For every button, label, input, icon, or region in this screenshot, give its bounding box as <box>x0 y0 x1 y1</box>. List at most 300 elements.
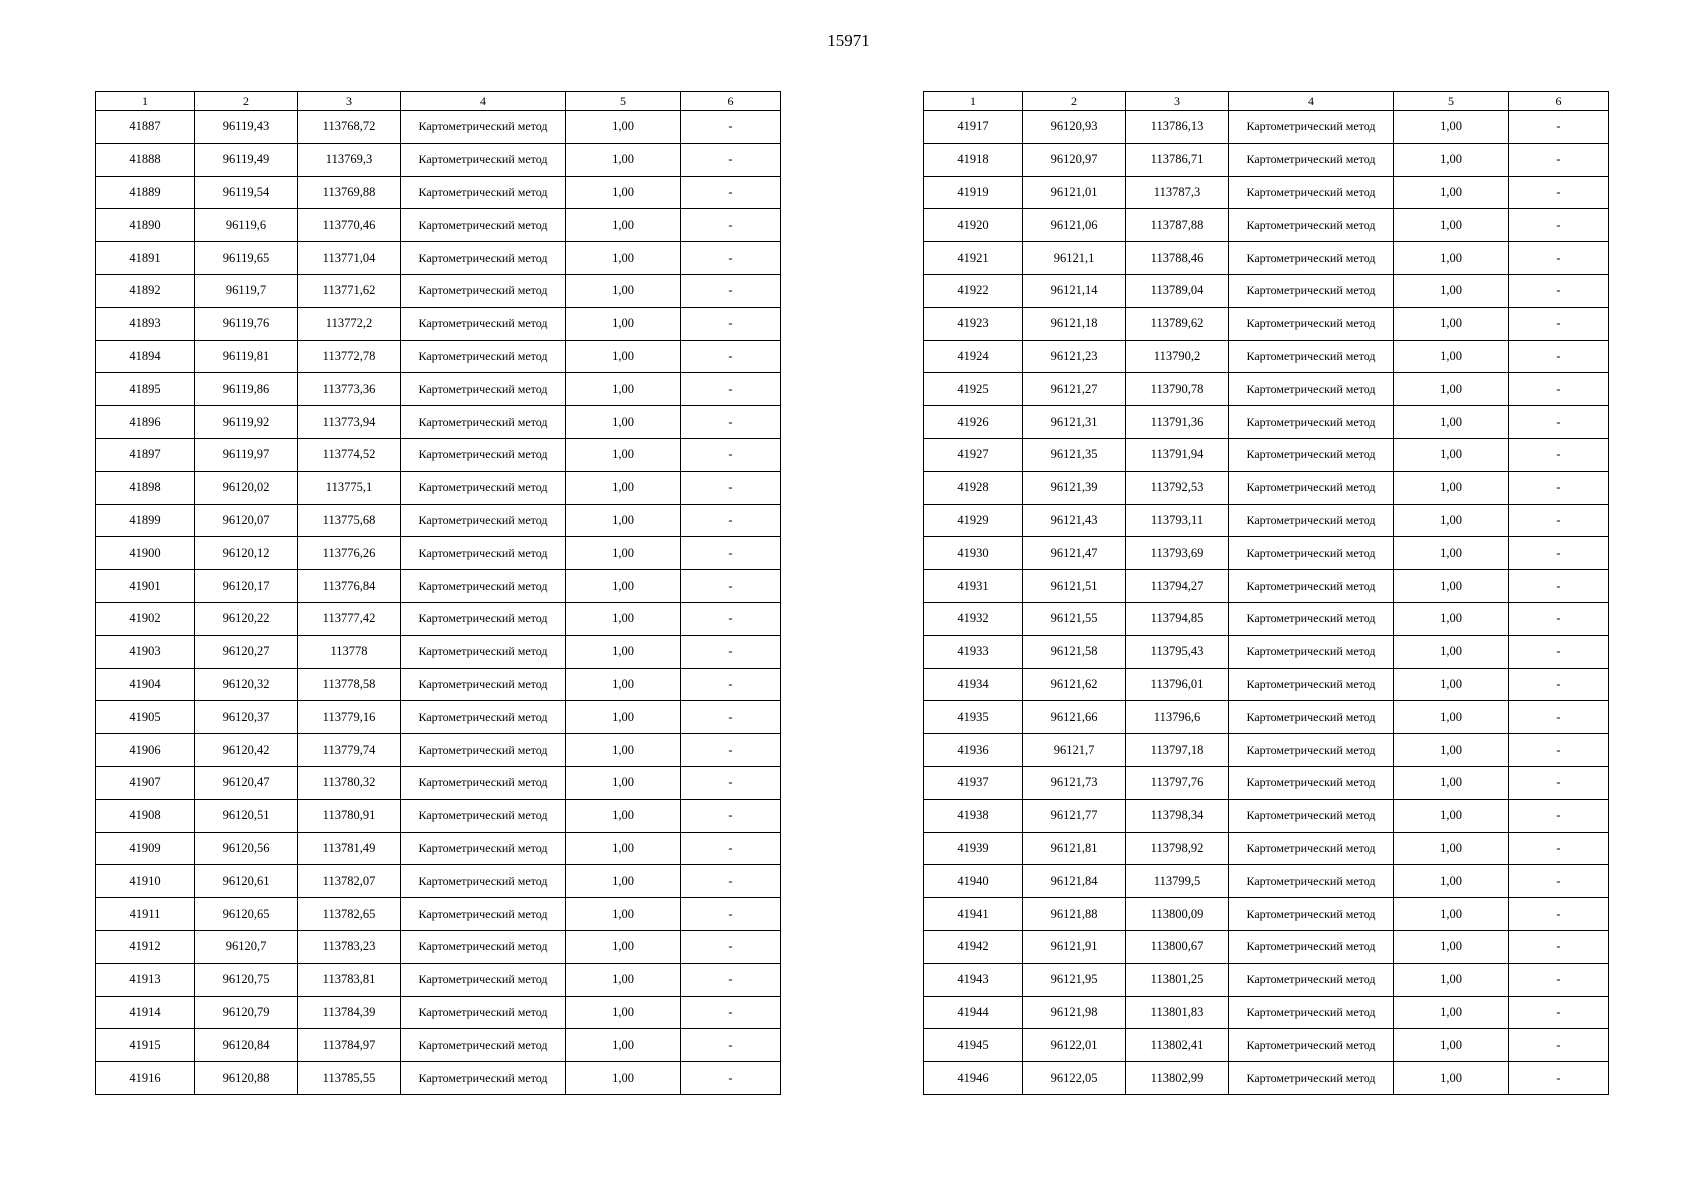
method-cell: Картометрический метод <box>401 340 566 373</box>
method-cell: Картометрический метод <box>401 209 566 242</box>
x-coordinate-cell: 96120,93 <box>1023 111 1126 144</box>
note-cell: - <box>681 602 781 635</box>
accuracy-cell: 1,00 <box>566 438 681 471</box>
table-row <box>924 635 1609 668</box>
x-coordinate-cell: 96120,42 <box>195 734 298 767</box>
table-row <box>96 865 781 898</box>
method-cell: Картометрический метод <box>1229 898 1394 931</box>
y-coordinate-cell: 113784,97 <box>298 1029 401 1062</box>
point-number-cell: 41946 <box>924 1062 1023 1095</box>
table-row <box>96 963 781 996</box>
x-coordinate-cell: 96120,88 <box>195 1062 298 1095</box>
note-cell: - <box>1509 340 1609 373</box>
table-row <box>924 307 1609 340</box>
accuracy-cell: 1,00 <box>566 996 681 1029</box>
method-cell: Картометрический метод <box>401 865 566 898</box>
y-coordinate-cell: 113788,46 <box>1126 242 1229 275</box>
y-coordinate-cell: 113789,62 <box>1126 307 1229 340</box>
point-number-cell: 41897 <box>96 438 195 471</box>
point-number-cell: 41924 <box>924 340 1023 373</box>
accuracy-cell: 1,00 <box>566 766 681 799</box>
x-coordinate-cell: 96120,22 <box>195 602 298 635</box>
method-cell: Картометрический метод <box>1229 799 1394 832</box>
note-cell: - <box>1509 406 1609 439</box>
point-number-cell: 41893 <box>96 307 195 340</box>
method-cell: Картометрический метод <box>1229 766 1394 799</box>
x-coordinate-cell: 96120,97 <box>1023 143 1126 176</box>
accuracy-cell: 1,00 <box>1394 898 1509 931</box>
table-row <box>924 373 1609 406</box>
y-coordinate-cell: 113782,65 <box>298 898 401 931</box>
accuracy-cell: 1,00 <box>566 340 681 373</box>
table-row <box>96 307 781 340</box>
point-number-cell: 41919 <box>924 176 1023 209</box>
table-row <box>96 766 781 799</box>
method-cell: Картометрический метод <box>401 373 566 406</box>
note-cell: - <box>1509 274 1609 307</box>
method-cell: Картометрический метод <box>401 471 566 504</box>
x-coordinate-cell: 96121,73 <box>1023 766 1126 799</box>
y-coordinate-cell: 113780,91 <box>298 799 401 832</box>
coordinates-table-left <box>95 91 781 1095</box>
y-coordinate-cell: 113771,62 <box>298 274 401 307</box>
y-coordinate-cell: 113776,84 <box>298 570 401 603</box>
table-row <box>924 143 1609 176</box>
y-coordinate-cell: 113779,16 <box>298 701 401 734</box>
table-row <box>96 406 781 439</box>
table-row <box>96 635 781 668</box>
point-number-cell: 41898 <box>96 471 195 504</box>
note-cell: - <box>1509 766 1609 799</box>
table-row <box>96 832 781 865</box>
x-coordinate-cell: 96120,02 <box>195 471 298 504</box>
method-cell: Картометрический метод <box>401 406 566 439</box>
table-body <box>924 111 1609 1095</box>
note-cell: - <box>681 766 781 799</box>
point-number-cell: 41944 <box>924 996 1023 1029</box>
accuracy-cell: 1,00 <box>1394 570 1509 603</box>
point-number-cell: 41896 <box>96 406 195 439</box>
table-row <box>924 504 1609 537</box>
table-row <box>924 209 1609 242</box>
point-number-cell: 41903 <box>96 635 195 668</box>
note-cell: - <box>1509 602 1609 635</box>
table-row <box>924 176 1609 209</box>
accuracy-cell: 1,00 <box>1394 504 1509 537</box>
y-coordinate-cell: 113786,71 <box>1126 143 1229 176</box>
accuracy-cell: 1,00 <box>1394 865 1509 898</box>
note-cell: - <box>1509 668 1609 701</box>
note-cell: - <box>681 143 781 176</box>
note-cell: - <box>681 307 781 340</box>
point-number-cell: 41905 <box>96 701 195 734</box>
x-coordinate-cell: 96121,27 <box>1023 373 1126 406</box>
accuracy-cell: 1,00 <box>566 1029 681 1062</box>
accuracy-cell: 1,00 <box>566 832 681 865</box>
table-row <box>96 996 781 1029</box>
y-coordinate-cell: 113795,43 <box>1126 635 1229 668</box>
note-cell: - <box>1509 307 1609 340</box>
point-number-cell: 41943 <box>924 963 1023 996</box>
column-header: 5 <box>566 92 681 111</box>
x-coordinate-cell: 96120,79 <box>195 996 298 1029</box>
note-cell: - <box>1509 570 1609 603</box>
method-cell: Картометрический метод <box>1229 242 1394 275</box>
y-coordinate-cell: 113793,69 <box>1126 537 1229 570</box>
column-header: 1 <box>96 92 195 111</box>
x-coordinate-cell: 96121,88 <box>1023 898 1126 931</box>
method-cell: Картометрический метод <box>1229 209 1394 242</box>
accuracy-cell: 1,00 <box>566 537 681 570</box>
y-coordinate-cell: 113784,39 <box>298 996 401 1029</box>
method-cell: Картометрический метод <box>401 963 566 996</box>
column-header: 6 <box>1509 92 1609 111</box>
accuracy-cell: 1,00 <box>566 176 681 209</box>
table-row <box>924 602 1609 635</box>
method-cell: Картометрический метод <box>401 602 566 635</box>
table-row <box>924 1062 1609 1095</box>
accuracy-cell: 1,00 <box>1394 1029 1509 1062</box>
x-coordinate-cell: 96119,97 <box>195 438 298 471</box>
accuracy-cell: 1,00 <box>566 111 681 144</box>
point-number-cell: 41939 <box>924 832 1023 865</box>
note-cell: - <box>681 438 781 471</box>
method-cell: Картометрический метод <box>401 635 566 668</box>
table-header-row <box>924 92 1609 111</box>
accuracy-cell: 1,00 <box>1394 307 1509 340</box>
y-coordinate-cell: 113787,3 <box>1126 176 1229 209</box>
point-number-cell: 41916 <box>96 1062 195 1095</box>
point-number-cell: 41920 <box>924 209 1023 242</box>
accuracy-cell: 1,00 <box>1394 635 1509 668</box>
point-number-cell: 41945 <box>924 1029 1023 1062</box>
point-number-cell: 41932 <box>924 602 1023 635</box>
accuracy-cell: 1,00 <box>566 471 681 504</box>
x-coordinate-cell: 96121,23 <box>1023 340 1126 373</box>
y-coordinate-cell: 113773,94 <box>298 406 401 439</box>
point-number-cell: 41913 <box>96 963 195 996</box>
x-coordinate-cell: 96121,62 <box>1023 668 1126 701</box>
y-coordinate-cell: 113770,46 <box>298 209 401 242</box>
x-coordinate-cell: 96121,58 <box>1023 635 1126 668</box>
point-number-cell: 41931 <box>924 570 1023 603</box>
accuracy-cell: 1,00 <box>1394 340 1509 373</box>
accuracy-cell: 1,00 <box>566 307 681 340</box>
method-cell: Картометрический метод <box>1229 1029 1394 1062</box>
note-cell: - <box>681 274 781 307</box>
accuracy-cell: 1,00 <box>1394 111 1509 144</box>
point-number-cell: 41910 <box>96 865 195 898</box>
table-row <box>924 930 1609 963</box>
accuracy-cell: 1,00 <box>566 274 681 307</box>
y-coordinate-cell: 113772,78 <box>298 340 401 373</box>
note-cell: - <box>1509 701 1609 734</box>
accuracy-cell: 1,00 <box>566 865 681 898</box>
note-cell: - <box>1509 373 1609 406</box>
y-coordinate-cell: 113791,94 <box>1126 438 1229 471</box>
x-coordinate-cell: 96119,43 <box>195 111 298 144</box>
point-number-cell: 41901 <box>96 570 195 603</box>
accuracy-cell: 1,00 <box>1394 373 1509 406</box>
method-cell: Картометрический метод <box>401 307 566 340</box>
point-number-cell: 41941 <box>924 898 1023 931</box>
accuracy-cell: 1,00 <box>1394 799 1509 832</box>
accuracy-cell: 1,00 <box>566 668 681 701</box>
y-coordinate-cell: 113800,67 <box>1126 930 1229 963</box>
method-cell: Картометрический метод <box>1229 307 1394 340</box>
method-cell: Картометрический метод <box>1229 635 1394 668</box>
accuracy-cell: 1,00 <box>1394 537 1509 570</box>
table-row <box>924 898 1609 931</box>
point-number-cell: 41927 <box>924 438 1023 471</box>
method-cell: Картометрический метод <box>401 274 566 307</box>
accuracy-cell: 1,00 <box>1394 766 1509 799</box>
point-number-cell: 41895 <box>96 373 195 406</box>
note-cell: - <box>681 898 781 931</box>
x-coordinate-cell: 96121,18 <box>1023 307 1126 340</box>
note-cell: - <box>681 996 781 1029</box>
y-coordinate-cell: 113769,88 <box>298 176 401 209</box>
accuracy-cell: 1,00 <box>1394 930 1509 963</box>
point-number-cell: 41930 <box>924 537 1023 570</box>
y-coordinate-cell: 113782,07 <box>298 865 401 898</box>
y-coordinate-cell: 113772,2 <box>298 307 401 340</box>
accuracy-cell: 1,00 <box>566 602 681 635</box>
x-coordinate-cell: 96121,1 <box>1023 242 1126 275</box>
note-cell: - <box>681 570 781 603</box>
y-coordinate-cell: 113776,26 <box>298 537 401 570</box>
table-row <box>96 471 781 504</box>
accuracy-cell: 1,00 <box>1394 1062 1509 1095</box>
y-coordinate-cell: 113791,36 <box>1126 406 1229 439</box>
accuracy-cell: 1,00 <box>1394 471 1509 504</box>
y-coordinate-cell: 113769,3 <box>298 143 401 176</box>
y-coordinate-cell: 113794,85 <box>1126 602 1229 635</box>
y-coordinate-cell: 113797,18 <box>1126 734 1229 767</box>
note-cell: - <box>681 865 781 898</box>
note-cell: - <box>1509 143 1609 176</box>
accuracy-cell: 1,00 <box>566 930 681 963</box>
method-cell: Картометрический метод <box>401 1062 566 1095</box>
method-cell: Картометрический метод <box>401 930 566 963</box>
note-cell: - <box>681 1029 781 1062</box>
table-row <box>924 701 1609 734</box>
table-row <box>96 274 781 307</box>
y-coordinate-cell: 113786,13 <box>1126 111 1229 144</box>
point-number-cell: 41892 <box>96 274 195 307</box>
method-cell: Картометрический метод <box>401 111 566 144</box>
y-coordinate-cell: 113793,11 <box>1126 504 1229 537</box>
accuracy-cell: 1,00 <box>566 963 681 996</box>
method-cell: Картометрический метод <box>1229 668 1394 701</box>
method-cell: Картометрический метод <box>1229 602 1394 635</box>
point-number-cell: 41912 <box>96 930 195 963</box>
table-row <box>96 176 781 209</box>
y-coordinate-cell: 113801,25 <box>1126 963 1229 996</box>
table-row <box>96 209 781 242</box>
x-coordinate-cell: 96119,81 <box>195 340 298 373</box>
y-coordinate-cell: 113790,2 <box>1126 340 1229 373</box>
method-cell: Картометрический метод <box>1229 406 1394 439</box>
table-row <box>924 865 1609 898</box>
point-number-cell: 41942 <box>924 930 1023 963</box>
point-number-cell: 41915 <box>96 1029 195 1062</box>
note-cell: - <box>1509 1062 1609 1095</box>
accuracy-cell: 1,00 <box>566 570 681 603</box>
column-header: 1 <box>924 92 1023 111</box>
table-row <box>96 340 781 373</box>
y-coordinate-cell: 113783,23 <box>298 930 401 963</box>
x-coordinate-cell: 96121,51 <box>1023 570 1126 603</box>
point-number-cell: 41902 <box>96 602 195 635</box>
note-cell: - <box>1509 471 1609 504</box>
point-number-cell: 41891 <box>96 242 195 275</box>
accuracy-cell: 1,00 <box>566 701 681 734</box>
accuracy-cell: 1,00 <box>566 1062 681 1095</box>
coordinates-table-right <box>923 91 1609 1095</box>
point-number-cell: 41889 <box>96 176 195 209</box>
y-coordinate-cell: 113796,6 <box>1126 701 1229 734</box>
point-number-cell: 41921 <box>924 242 1023 275</box>
method-cell: Картометрический метод <box>1229 143 1394 176</box>
method-cell: Картометрический метод <box>401 537 566 570</box>
note-cell: - <box>681 635 781 668</box>
method-cell: Картометрический метод <box>1229 471 1394 504</box>
note-cell: - <box>681 832 781 865</box>
x-coordinate-cell: 96120,27 <box>195 635 298 668</box>
y-coordinate-cell: 113778 <box>298 635 401 668</box>
method-cell: Картометрический метод <box>1229 865 1394 898</box>
table-row <box>96 504 781 537</box>
point-number-cell: 41926 <box>924 406 1023 439</box>
accuracy-cell: 1,00 <box>1394 832 1509 865</box>
x-coordinate-cell: 96119,7 <box>195 274 298 307</box>
note-cell: - <box>1509 111 1609 144</box>
note-cell: - <box>1509 176 1609 209</box>
note-cell: - <box>681 111 781 144</box>
note-cell: - <box>681 1062 781 1095</box>
point-number-cell: 41914 <box>96 996 195 1029</box>
x-coordinate-cell: 96119,54 <box>195 176 298 209</box>
note-cell: - <box>1509 1029 1609 1062</box>
table-row <box>924 471 1609 504</box>
point-number-cell: 41894 <box>96 340 195 373</box>
y-coordinate-cell: 113796,01 <box>1126 668 1229 701</box>
x-coordinate-cell: 96121,98 <box>1023 996 1126 1029</box>
y-coordinate-cell: 113773,36 <box>298 373 401 406</box>
method-cell: Картометрический метод <box>1229 504 1394 537</box>
point-number-cell: 41899 <box>96 504 195 537</box>
table-row <box>924 799 1609 832</box>
table-row <box>96 799 781 832</box>
method-cell: Картометрический метод <box>1229 373 1394 406</box>
method-cell: Картометрический метод <box>1229 111 1394 144</box>
y-coordinate-cell: 113797,76 <box>1126 766 1229 799</box>
point-number-cell: 41935 <box>924 701 1023 734</box>
accuracy-cell: 1,00 <box>1394 209 1509 242</box>
method-cell: Картометрический метод <box>401 799 566 832</box>
note-cell: - <box>1509 996 1609 1029</box>
accuracy-cell: 1,00 <box>566 635 681 668</box>
note-cell: - <box>681 176 781 209</box>
x-coordinate-cell: 96120,51 <box>195 799 298 832</box>
x-coordinate-cell: 96121,06 <box>1023 209 1126 242</box>
x-coordinate-cell: 96120,07 <box>195 504 298 537</box>
note-cell: - <box>681 799 781 832</box>
note-cell: - <box>681 504 781 537</box>
accuracy-cell: 1,00 <box>1394 406 1509 439</box>
table-row <box>924 734 1609 767</box>
y-coordinate-cell: 113800,09 <box>1126 898 1229 931</box>
method-cell: Картометрический метод <box>1229 734 1394 767</box>
point-number-cell: 41918 <box>924 143 1023 176</box>
table-row <box>96 898 781 931</box>
y-coordinate-cell: 113774,52 <box>298 438 401 471</box>
accuracy-cell: 1,00 <box>566 504 681 537</box>
x-coordinate-cell: 96119,92 <box>195 406 298 439</box>
y-coordinate-cell: 113785,55 <box>298 1062 401 1095</box>
column-header: 3 <box>298 92 401 111</box>
point-number-cell: 41929 <box>924 504 1023 537</box>
table-row <box>924 832 1609 865</box>
accuracy-cell: 1,00 <box>566 406 681 439</box>
x-coordinate-cell: 96121,47 <box>1023 537 1126 570</box>
method-cell: Картометрический метод <box>401 734 566 767</box>
y-coordinate-cell: 113778,58 <box>298 668 401 701</box>
accuracy-cell: 1,00 <box>1394 734 1509 767</box>
point-number-cell: 41934 <box>924 668 1023 701</box>
x-coordinate-cell: 96122,01 <box>1023 1029 1126 1062</box>
table-row <box>924 996 1609 1029</box>
method-cell: Картометрический метод <box>1229 701 1394 734</box>
x-coordinate-cell: 96121,01 <box>1023 176 1126 209</box>
note-cell: - <box>1509 963 1609 996</box>
y-coordinate-cell: 113771,04 <box>298 242 401 275</box>
x-coordinate-cell: 96121,7 <box>1023 734 1126 767</box>
method-cell: Картометрический метод <box>1229 438 1394 471</box>
x-coordinate-cell: 96121,31 <box>1023 406 1126 439</box>
x-coordinate-cell: 96120,17 <box>195 570 298 603</box>
table-row <box>924 438 1609 471</box>
y-coordinate-cell: 113792,53 <box>1126 471 1229 504</box>
accuracy-cell: 1,00 <box>566 143 681 176</box>
note-cell: - <box>681 471 781 504</box>
accuracy-cell: 1,00 <box>1394 438 1509 471</box>
note-cell: - <box>1509 930 1609 963</box>
column-header: 4 <box>401 92 566 111</box>
y-coordinate-cell: 113798,34 <box>1126 799 1229 832</box>
y-coordinate-cell: 113777,42 <box>298 602 401 635</box>
table-row <box>924 570 1609 603</box>
note-cell: - <box>681 963 781 996</box>
table-row <box>96 373 781 406</box>
point-number-cell: 41890 <box>96 209 195 242</box>
accuracy-cell: 1,00 <box>1394 176 1509 209</box>
method-cell: Картометрический метод <box>401 668 566 701</box>
point-number-cell: 41937 <box>924 766 1023 799</box>
accuracy-cell: 1,00 <box>566 242 681 275</box>
note-cell: - <box>1509 898 1609 931</box>
point-number-cell: 41922 <box>924 274 1023 307</box>
method-cell: Картометрический метод <box>1229 832 1394 865</box>
x-coordinate-cell: 96120,32 <box>195 668 298 701</box>
table-row <box>924 274 1609 307</box>
point-number-cell: 41917 <box>924 111 1023 144</box>
x-coordinate-cell: 96121,35 <box>1023 438 1126 471</box>
table-row <box>924 111 1609 144</box>
table-row <box>96 734 781 767</box>
method-cell: Картометрический метод <box>401 832 566 865</box>
